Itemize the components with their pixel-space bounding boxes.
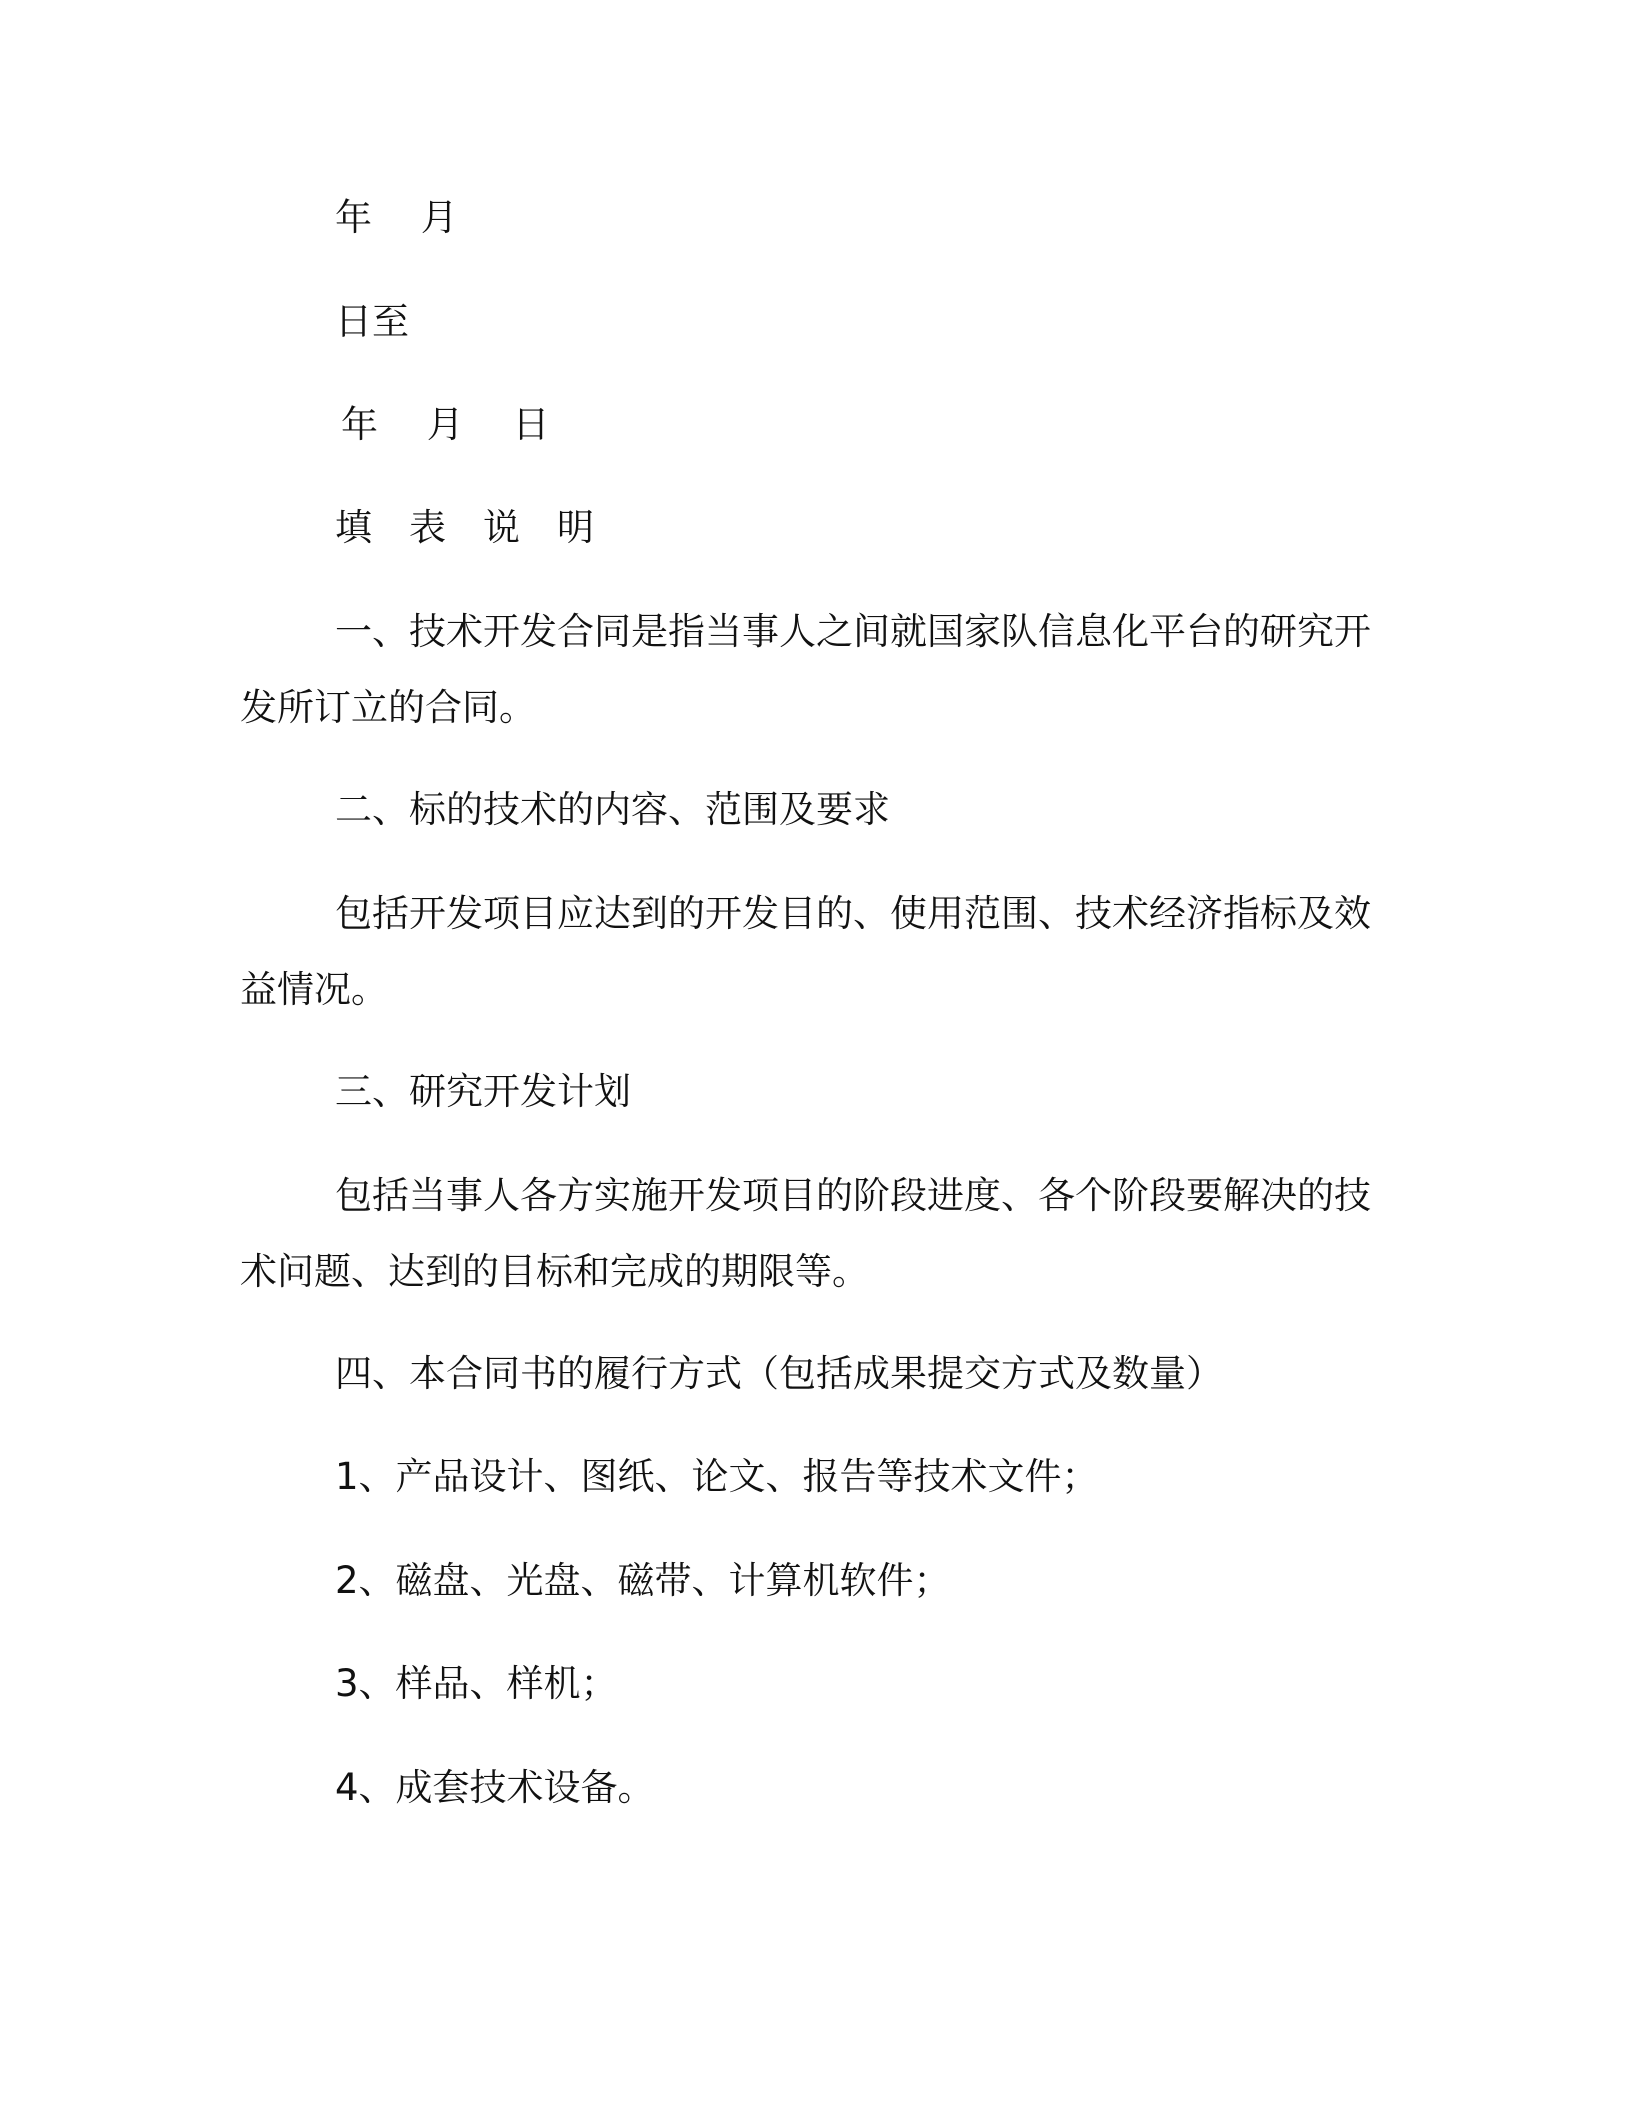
delivery-method-4: 4、成套技术设备。 [335,1766,655,1809]
item-2-line-2: 益情况。 [240,968,388,1011]
item-3-heading: 三、研究开发计划 [335,1070,631,1113]
item-2-heading: 二、标的技术的内容、范围及要求 [335,788,890,831]
delivery-method-2: 2、磁盘、光盘、磁带、计算机软件； [335,1559,951,1602]
date-from-year-month: 年 月 [335,196,458,239]
item-3-line-1: 包括当事人各方实施开发项目的阶段进度、各个阶段要解决的技 [335,1174,1371,1217]
item-4-heading: 四、本合同书的履行方式（包括成果提交方式及数量） [335,1352,1223,1395]
item-2-line-1: 包括开发项目应达到的开发目的、使用范围、技术经济指标及效 [335,892,1371,935]
delivery-method-3: 3、样品、样机； [335,1662,618,1705]
item-1-line-1: 一、技术开发合同是指当事人之间就国家队信息化平台的研究开 [335,610,1371,653]
delivery-method-1: 1、产品设计、图纸、论文、报告等技术文件； [335,1455,1099,1498]
date-from-day-to: 日至 [335,300,409,343]
item-3-line-2: 术问题、达到的目标和完成的期限等。 [240,1250,869,1293]
item-1-line-2: 发所订立的合同。 [240,686,536,729]
instructions-heading: 填 表 说 明 [335,506,594,549]
date-to-year-month-day: 年 月 日 [341,403,550,446]
